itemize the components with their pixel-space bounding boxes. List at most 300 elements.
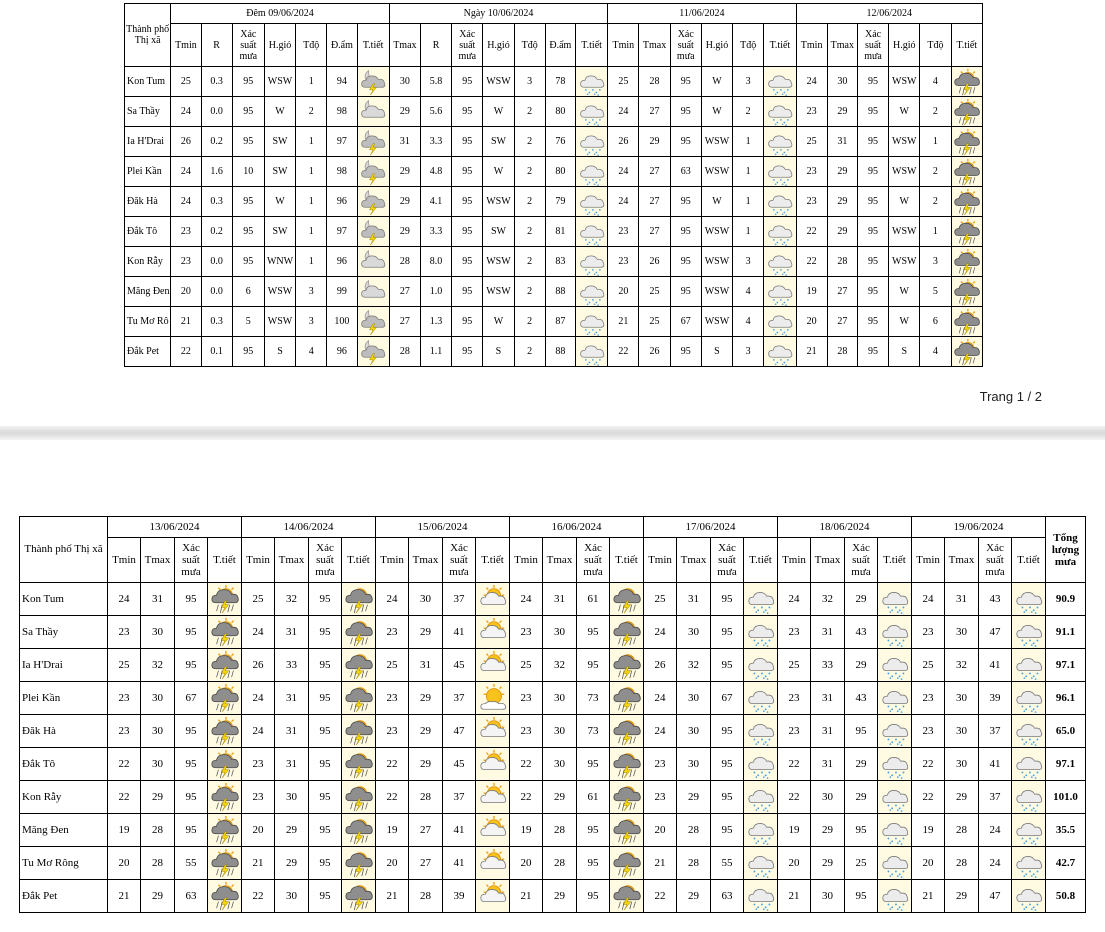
total-rain-value: 97.1 — [1046, 748, 1086, 781]
tmax-value: 31 — [389, 127, 420, 157]
prob-value: 95 — [845, 814, 878, 847]
weather-cell — [764, 67, 796, 97]
sun-cloud-icon — [476, 782, 509, 812]
prob-value: 29 — [845, 583, 878, 616]
wind-level-value: 2 — [514, 247, 545, 277]
date-header: 11/06/2024 — [608, 4, 796, 24]
date-header: 16/06/2024 — [510, 517, 644, 538]
wind-dir-value: SW — [264, 157, 295, 187]
weather-cell — [744, 649, 778, 682]
weather-cell — [764, 127, 796, 157]
prob-value: 95 — [175, 649, 208, 682]
weather-cell — [208, 715, 242, 748]
sun-cloud-icon — [476, 881, 509, 911]
rain-cloud-icon — [764, 218, 795, 246]
tmax-value: 29 — [677, 880, 711, 913]
rain-cloud-icon — [764, 308, 795, 336]
weather-cell — [208, 616, 242, 649]
rain-cloud-icon — [744, 584, 777, 614]
tmin-value: 23 — [171, 217, 201, 247]
total-rain-value: 35.5 — [1046, 814, 1086, 847]
weather-cell — [1012, 781, 1046, 814]
rain-value: 5.6 — [420, 97, 451, 127]
tmax-value: 33 — [275, 649, 309, 682]
weather-cell — [878, 682, 912, 715]
sun-cloud-icon — [476, 815, 509, 845]
rain-value: 1.1 — [420, 337, 451, 367]
wind-level-value: 2 — [514, 337, 545, 367]
wind-level-value: 1 — [296, 217, 327, 247]
weather-cell — [476, 748, 510, 781]
rain-cloud-icon — [744, 848, 777, 878]
humidity-value: 83 — [545, 247, 575, 277]
forecast-table-page1 — [124, 3, 983, 367]
tmin-value: 24 — [608, 187, 639, 217]
weather-cell — [764, 337, 796, 367]
tmax-value: 28 — [945, 847, 979, 880]
prob-value: 95 — [711, 583, 744, 616]
tmax-value: 28 — [827, 247, 857, 277]
tmin-value: 20 — [644, 814, 677, 847]
date-header: 13/06/2024 — [108, 517, 242, 538]
rain-value: 1.3 — [420, 307, 451, 337]
prob-value: 95 — [857, 187, 888, 217]
tmin-value: 25 — [644, 583, 677, 616]
prob-value: 95 — [309, 814, 342, 847]
prob-value: 95 — [670, 67, 701, 97]
prob-value: 95 — [857, 277, 888, 307]
tmax-value: 29 — [141, 781, 175, 814]
tmin-value: 21 — [796, 337, 827, 367]
col-header-prob: Xác suất mưa — [443, 538, 476, 583]
weather-cell — [575, 97, 607, 127]
tmax-value: 31 — [945, 583, 979, 616]
weather-cell — [610, 715, 644, 748]
tmin-value: 25 — [912, 649, 945, 682]
weather-cell — [357, 187, 389, 217]
rain-cloud-icon — [576, 308, 607, 336]
sun-thunderstorm-icon — [952, 128, 982, 156]
wind-dir-value: WSW — [701, 277, 732, 307]
prob-value: 95 — [577, 616, 610, 649]
tmax-value: 32 — [275, 583, 309, 616]
tmin-value: 23 — [796, 157, 827, 187]
rain-cloud-icon — [764, 248, 795, 276]
tmin-value: 19 — [778, 814, 811, 847]
table-row — [125, 307, 983, 337]
prob-value: 67 — [711, 682, 744, 715]
col-header-weather: T.tiết — [744, 538, 778, 583]
prob-value: 95 — [711, 748, 744, 781]
sun-icon — [476, 683, 509, 713]
tmin-value: 22 — [912, 781, 945, 814]
tmin-value: 22 — [644, 880, 677, 913]
col-header-wind-dir: H.gió — [701, 24, 732, 67]
wind-level-value: 1 — [920, 127, 951, 157]
thunderstorm-icon — [342, 716, 375, 746]
station-name: Sa Thầy — [20, 616, 108, 649]
tmin-value: 24 — [644, 682, 677, 715]
weather-cell — [878, 649, 912, 682]
prob-value: 95 — [309, 583, 342, 616]
prob-value: 43 — [845, 616, 878, 649]
tmax-value: 32 — [811, 583, 845, 616]
tmax-value: 29 — [543, 781, 577, 814]
station-name: Đăk Hà — [20, 715, 108, 748]
wind-dir-value: W — [264, 97, 295, 127]
col-header-weather: T.tiết — [575, 24, 607, 67]
sun-thunderstorm-icon — [208, 617, 241, 647]
station-name: Đắk Pet — [125, 337, 171, 367]
tmin-value: 21 — [778, 880, 811, 913]
tmin-value: 24 — [912, 583, 945, 616]
tmax-value: 31 — [275, 715, 309, 748]
prob-value: 29 — [845, 781, 878, 814]
rain-value: 4.8 — [420, 157, 451, 187]
weather-cell — [476, 649, 510, 682]
station-name: Kon Rẫy — [125, 247, 171, 277]
thunderstorm-icon — [342, 881, 375, 911]
wind-dir-value: WNW — [264, 247, 295, 277]
tmax-value: 27 — [639, 97, 670, 127]
table-row — [20, 781, 1086, 814]
prob-value: 73 — [577, 715, 610, 748]
tmin-value: 22 — [171, 337, 201, 367]
tmin-value: 26 — [608, 127, 639, 157]
tmin-value: 23 — [644, 781, 677, 814]
weather-cell — [1012, 847, 1046, 880]
prob-value: 37 — [979, 715, 1012, 748]
prob-value: 37 — [443, 583, 476, 616]
weather-cell — [476, 814, 510, 847]
rain-cloud-icon — [878, 650, 911, 680]
page-separator — [0, 426, 1105, 440]
col-header-prob: Xác suất mưa — [577, 538, 610, 583]
col-header-wind-dir: H.gió — [264, 24, 295, 67]
rain-cloud-icon — [1012, 881, 1045, 911]
prob-value: 95 — [670, 247, 701, 277]
rain-cloud-icon — [744, 617, 777, 647]
sun-thunderstorm-icon — [208, 815, 241, 845]
col-header-weather: T.tiết — [1012, 538, 1046, 583]
rain-cloud-icon — [878, 749, 911, 779]
tmax-value: 29 — [827, 187, 857, 217]
rain-cloud-icon — [576, 188, 607, 216]
weather-cell — [610, 649, 644, 682]
tmax-value: 30 — [389, 67, 420, 97]
tmax-value: 29 — [945, 880, 979, 913]
humidity-value: 80 — [545, 97, 575, 127]
prob-value: 95 — [452, 217, 483, 247]
weather-cell — [575, 247, 607, 277]
tmax-value: 29 — [677, 781, 711, 814]
tmax-value: 28 — [141, 847, 175, 880]
tmax-value: 29 — [275, 847, 309, 880]
tmin-value: 24 — [242, 682, 275, 715]
prob-value: 95 — [670, 277, 701, 307]
col-header-r: R — [420, 24, 451, 67]
tmax-value: 29 — [945, 781, 979, 814]
prob-value: 67 — [175, 682, 208, 715]
tmax-value: 30 — [677, 748, 711, 781]
weather-cell — [744, 880, 778, 913]
weather-cell — [764, 217, 796, 247]
col-header-prob: Xác suất mưa — [175, 538, 208, 583]
rain-value: 0.3 — [201, 307, 232, 337]
col-header-tmin: Tmin — [796, 24, 827, 67]
col-header-wind-level: Tđộ — [920, 24, 951, 67]
col-header-weather: T.tiết — [764, 24, 796, 67]
rain-cloud-icon — [764, 338, 795, 366]
tmin-value: 21 — [171, 307, 201, 337]
prob-value: 63 — [175, 880, 208, 913]
tmin-value: 21 — [242, 847, 275, 880]
total-rain-value: 90.9 — [1046, 583, 1086, 616]
prob-value: 95 — [309, 682, 342, 715]
thunderstorm-icon — [610, 815, 643, 845]
weather-cell — [744, 847, 778, 880]
night-cloud-icon — [358, 248, 389, 276]
tmin-value: 23 — [510, 715, 543, 748]
col-header-tmin: Tmin — [242, 538, 275, 583]
weather-cell — [744, 682, 778, 715]
tmax-value: 30 — [409, 583, 443, 616]
prob-value: 95 — [309, 715, 342, 748]
tmax-value: 30 — [945, 682, 979, 715]
weather-cell — [951, 217, 982, 247]
wind-level-value: 2 — [920, 157, 951, 187]
weather-cell — [951, 337, 982, 367]
wind-level-value: 2 — [514, 277, 545, 307]
tmax-value: 32 — [141, 649, 175, 682]
sun-thunderstorm-icon — [952, 188, 982, 216]
weather-cell — [764, 187, 796, 217]
col-header-prob: Xác suất mưa — [452, 24, 483, 67]
sun-thunderstorm-icon — [208, 848, 241, 878]
weather-cell — [744, 583, 778, 616]
night-thunderstorm-icon — [358, 218, 389, 246]
thunderstorm-icon — [342, 683, 375, 713]
tmax-value: 29 — [409, 748, 443, 781]
tmin-value: 25 — [608, 67, 639, 97]
rain-cloud-icon — [1012, 848, 1045, 878]
col-header-tmax: Tmax — [141, 538, 175, 583]
table-row — [20, 583, 1086, 616]
col-header-tmax: Tmax — [543, 538, 577, 583]
tmax-value: 29 — [543, 880, 577, 913]
rain-cloud-icon — [744, 749, 777, 779]
tmin-value: 22 — [778, 748, 811, 781]
tmax-value: 28 — [409, 781, 443, 814]
sun-cloud-icon — [476, 617, 509, 647]
station-name: Sa Thầy — [125, 97, 171, 127]
sun-cloud-icon — [476, 650, 509, 680]
rain-cloud-icon — [878, 782, 911, 812]
weather-cell — [342, 682, 376, 715]
tmax-value: 30 — [543, 748, 577, 781]
prob-value: 95 — [232, 217, 264, 247]
wind-level-value: 3 — [920, 247, 951, 277]
sun-thunderstorm-icon — [208, 749, 241, 779]
sun-thunderstorm-icon — [208, 716, 241, 746]
col-header-weather: T.tiết — [951, 24, 982, 67]
tmax-value: 30 — [141, 682, 175, 715]
tmax-value: 30 — [141, 748, 175, 781]
rain-cloud-icon — [878, 815, 911, 845]
prob-value: 95 — [577, 814, 610, 847]
rain-cloud-icon — [878, 848, 911, 878]
prob-value: 37 — [979, 781, 1012, 814]
table-row — [125, 187, 983, 217]
humidity-value: 98 — [327, 97, 357, 127]
prob-value: 95 — [232, 337, 264, 367]
prob-value: 95 — [577, 748, 610, 781]
weather-cell — [878, 847, 912, 880]
prob-value: 95 — [232, 187, 264, 217]
tmin-value: 23 — [912, 715, 945, 748]
wind-level-value: 1 — [296, 67, 327, 97]
wind-level-value: 2 — [514, 157, 545, 187]
sun-thunderstorm-icon — [208, 782, 241, 812]
tmin-value: 23 — [510, 682, 543, 715]
rain-cloud-icon — [878, 881, 911, 911]
weather-cell — [878, 748, 912, 781]
rain-value: 0.3 — [201, 187, 232, 217]
tmax-value: 31 — [409, 649, 443, 682]
sun-thunderstorm-icon — [208, 650, 241, 680]
wind-level-value: 2 — [514, 97, 545, 127]
weather-cell — [357, 307, 389, 337]
weather-cell — [610, 781, 644, 814]
prob-value: 95 — [857, 217, 888, 247]
tmin-value: 23 — [376, 616, 409, 649]
wind-level-value: 4 — [920, 337, 951, 367]
date-header: Ngày 10/06/2024 — [389, 4, 607, 24]
prob-value: 95 — [857, 307, 888, 337]
col-header-r: R — [201, 24, 232, 67]
thunderstorm-icon — [342, 650, 375, 680]
weather-cell — [1012, 814, 1046, 847]
total-rain-value: 96.1 — [1046, 682, 1086, 715]
col-header-tmax: Tmax — [811, 538, 845, 583]
wind-dir-value: WSW — [701, 217, 732, 247]
prob-value: 25 — [845, 847, 878, 880]
weather-cell — [951, 277, 982, 307]
wind-dir-value: SW — [483, 217, 514, 247]
tmin-value: 23 — [510, 616, 543, 649]
weather-cell — [208, 583, 242, 616]
col-header-weather: T.tiết — [208, 538, 242, 583]
tmax-value: 28 — [945, 814, 979, 847]
tmin-value: 26 — [242, 649, 275, 682]
table-row — [125, 157, 983, 187]
rain-cloud-icon — [576, 248, 607, 276]
prob-value: 95 — [232, 247, 264, 277]
night-thunderstorm-icon — [358, 128, 389, 156]
prob-value: 95 — [670, 187, 701, 217]
thunderstorm-icon — [342, 815, 375, 845]
tmax-value: 31 — [811, 748, 845, 781]
tmax-value: 30 — [141, 715, 175, 748]
prob-value: 95 — [452, 187, 483, 217]
thunderstorm-icon — [342, 782, 375, 812]
rain-cloud-icon — [1012, 749, 1045, 779]
wind-dir-value: WSW — [889, 157, 920, 187]
prob-value: 39 — [443, 880, 476, 913]
wind-dir-value: W — [701, 97, 732, 127]
tmin-value: 23 — [171, 247, 201, 277]
weather-cell — [878, 583, 912, 616]
tmax-value: 28 — [389, 337, 420, 367]
tmin-value: 23 — [608, 247, 639, 277]
prob-value: 95 — [452, 67, 483, 97]
station-name: Plei Kần — [20, 682, 108, 715]
wind-level-value: 4 — [733, 277, 764, 307]
weather-cell — [208, 880, 242, 913]
tmin-value: 26 — [171, 127, 201, 157]
tmax-value: 27 — [639, 157, 670, 187]
tmin-value: 22 — [108, 781, 141, 814]
tmin-value: 22 — [510, 748, 543, 781]
weather-cell — [342, 814, 376, 847]
station-name: Plei Kần — [125, 157, 171, 187]
wind-level-value: 2 — [514, 217, 545, 247]
tmin-value: 21 — [608, 307, 639, 337]
tmax-value: 31 — [811, 715, 845, 748]
weather-cell — [951, 187, 982, 217]
wind-dir-value: WSW — [483, 187, 514, 217]
tmax-value: 32 — [543, 649, 577, 682]
station-name: Măng Đen — [20, 814, 108, 847]
prob-value: 95 — [857, 247, 888, 277]
prob-value: 41 — [979, 649, 1012, 682]
col-header-tmin: Tmin — [171, 24, 201, 67]
tmax-value: 30 — [275, 880, 309, 913]
tmax-value: 31 — [275, 748, 309, 781]
wind-level-value: 3 — [514, 67, 545, 97]
prob-value: 95 — [670, 217, 701, 247]
tmin-value: 22 — [796, 247, 827, 277]
weather-cell — [476, 880, 510, 913]
rain-cloud-icon — [878, 683, 911, 713]
weather-cell — [208, 649, 242, 682]
rain-value: 5.8 — [420, 67, 451, 97]
rain-cloud-icon — [576, 68, 607, 96]
tmin-value: 22 — [376, 748, 409, 781]
humidity-value: 88 — [545, 277, 575, 307]
weather-cell — [575, 187, 607, 217]
tmax-value: 30 — [811, 781, 845, 814]
wind-dir-value: S — [483, 337, 514, 367]
wind-dir-value: W — [889, 187, 920, 217]
humidity-value: 87 — [545, 307, 575, 337]
tmin-value: 21 — [376, 880, 409, 913]
weather-cell — [357, 157, 389, 187]
night-thunderstorm-icon — [358, 188, 389, 216]
wind-dir-value: W — [264, 187, 295, 217]
tmax-value: 29 — [389, 187, 420, 217]
weather-cell — [575, 127, 607, 157]
tmax-value: 25 — [639, 307, 670, 337]
rain-cloud-icon — [576, 158, 607, 186]
tmin-value: 19 — [108, 814, 141, 847]
rain-cloud-icon — [576, 218, 607, 246]
rain-cloud-icon — [744, 881, 777, 911]
tmin-value: 23 — [778, 616, 811, 649]
sun-thunderstorm-icon — [952, 338, 982, 366]
date-header: 18/06/2024 — [778, 517, 912, 538]
col-header-wind-level: Tđộ — [733, 24, 764, 67]
